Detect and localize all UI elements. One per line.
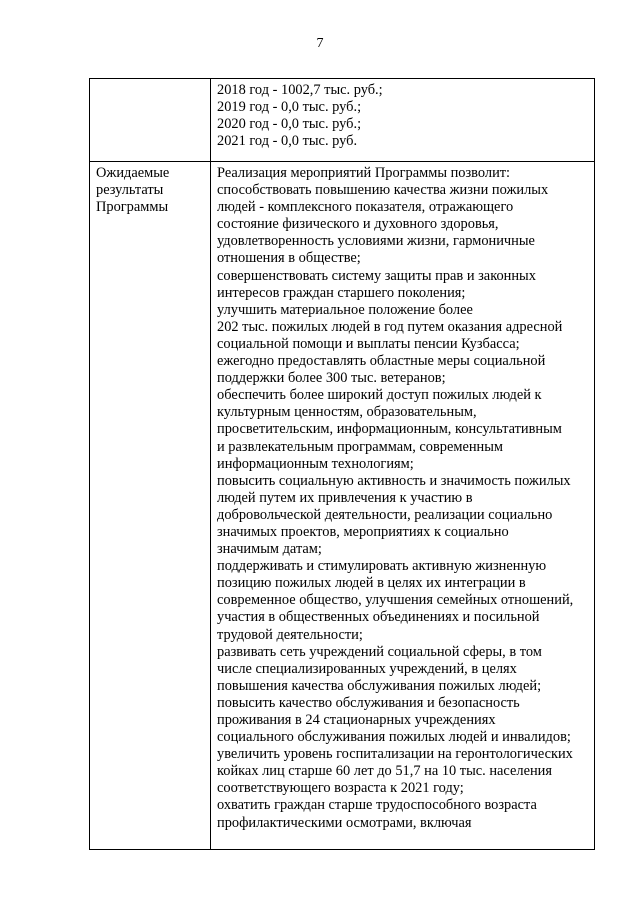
result-line: повысить социальную активность и значимость пожилых	[217, 472, 571, 489]
result-line: проживания в 24 стационарных учреждениях	[217, 712, 496, 728]
result-line: трудовой деятельности;	[217, 626, 363, 643]
result-line: повысить качество обслуживания и безопасность	[217, 694, 520, 711]
result-line: культурным ценностям, образовательным,	[217, 404, 477, 421]
result-line: позицию пожилых людей в целях их интеграции в	[217, 575, 526, 592]
result-line: состояние физического и духовного здоровья,	[217, 216, 499, 233]
result-line: профилактическими осмотрами, включая	[217, 814, 472, 831]
result-line: и развлекательным программам, современным	[217, 438, 504, 455]
result-line: совершенствовать систему защиты прав и законных	[217, 267, 536, 284]
expected-results-content-cell	[211, 162, 595, 850]
expected-results-label-cell	[90, 162, 211, 850]
result-line: 202 тыс. пожилых людей в год путем оказания адресной	[217, 318, 563, 335]
result-line: людей путем их привлечения к участию в	[217, 489, 473, 506]
funding-line: 2018 год - 1002,7 тыс. руб.;	[217, 82, 383, 98]
result-line: информационным технологиям;	[217, 455, 414, 472]
funding-line: 2019 год - 0,0 тыс. руб.;	[217, 99, 362, 116]
result-line: современное общество, улучшения семейных отношений,	[217, 592, 574, 609]
page-number: 7	[316, 36, 324, 51]
program-passport-table	[89, 78, 595, 850]
result-line: значимым датам;	[217, 541, 322, 558]
result-line: социальной помощи и выплаты пенсии Кузбасса;	[217, 335, 520, 352]
expected-results-label-line: Программы	[96, 199, 169, 216]
result-line: увеличить уровень госпитализации на геронтологических	[217, 746, 573, 763]
result-line: значимых проектов, мероприятиях к социально	[217, 523, 509, 540]
result-line: койках лиц старше 60 лет до 51,7 на 10 тыс. населения	[217, 763, 552, 780]
result-line: отношения в обществе;	[217, 250, 361, 267]
table-row-expected-results	[90, 162, 595, 850]
result-line: поддержки более 300 тыс. ветеранов;	[217, 370, 446, 387]
result-line: охватить граждан старше трудоспособного возраста	[217, 797, 537, 814]
result-line: людей - комплексного показателя, отражающего	[217, 199, 514, 216]
result-line: интересов граждан старшего поколения;	[217, 284, 466, 301]
result-line: повышения качества обслуживания пожилых людей;	[217, 677, 542, 694]
funding-line: 2020 год - 0,0 тыс. руб.;	[217, 116, 362, 133]
expected-results-label-line: Ожидаемые	[96, 165, 170, 181]
result-line: развивать сеть учреждений социальной сферы, в том	[217, 643, 542, 660]
result-line: поддерживать и стимулировать активную жизненную	[217, 558, 547, 575]
result-line: способствовать повышению качества жизни пожилых	[217, 182, 549, 199]
result-line: улучшить материальное положение более	[217, 301, 473, 318]
result-line: ежегодно предоставлять областные меры социальной	[217, 353, 546, 370]
result-line: социального обслуживания пожилых людей и инвалидов;	[217, 729, 571, 746]
result-line: удовлетворенность условиями жизни, гармоничные	[217, 233, 535, 250]
funding-line: 2021 год - 0,0 тыс. руб.	[217, 133, 358, 150]
funding-label-cell	[90, 79, 211, 162]
expected-results-label-line: результаты	[96, 182, 164, 199]
table-row-funding	[90, 79, 595, 162]
result-line: просветительским, информационным, консультативным	[217, 421, 562, 438]
result-line: добровольческой деятельности, реализации социально	[217, 506, 553, 523]
result-line: участия в общественных объединениях и посильной	[217, 609, 540, 626]
result-line: числе специализированных учреждений, в целях	[217, 660, 517, 677]
result-line: обеспечить более широкий доступ пожилых людей к	[217, 387, 542, 404]
result-line: Реализация мероприятий Программы позволит:	[217, 165, 511, 181]
result-line: соответствующего возраста к 2021 году;	[217, 780, 464, 797]
funding-content-cell	[211, 79, 595, 162]
